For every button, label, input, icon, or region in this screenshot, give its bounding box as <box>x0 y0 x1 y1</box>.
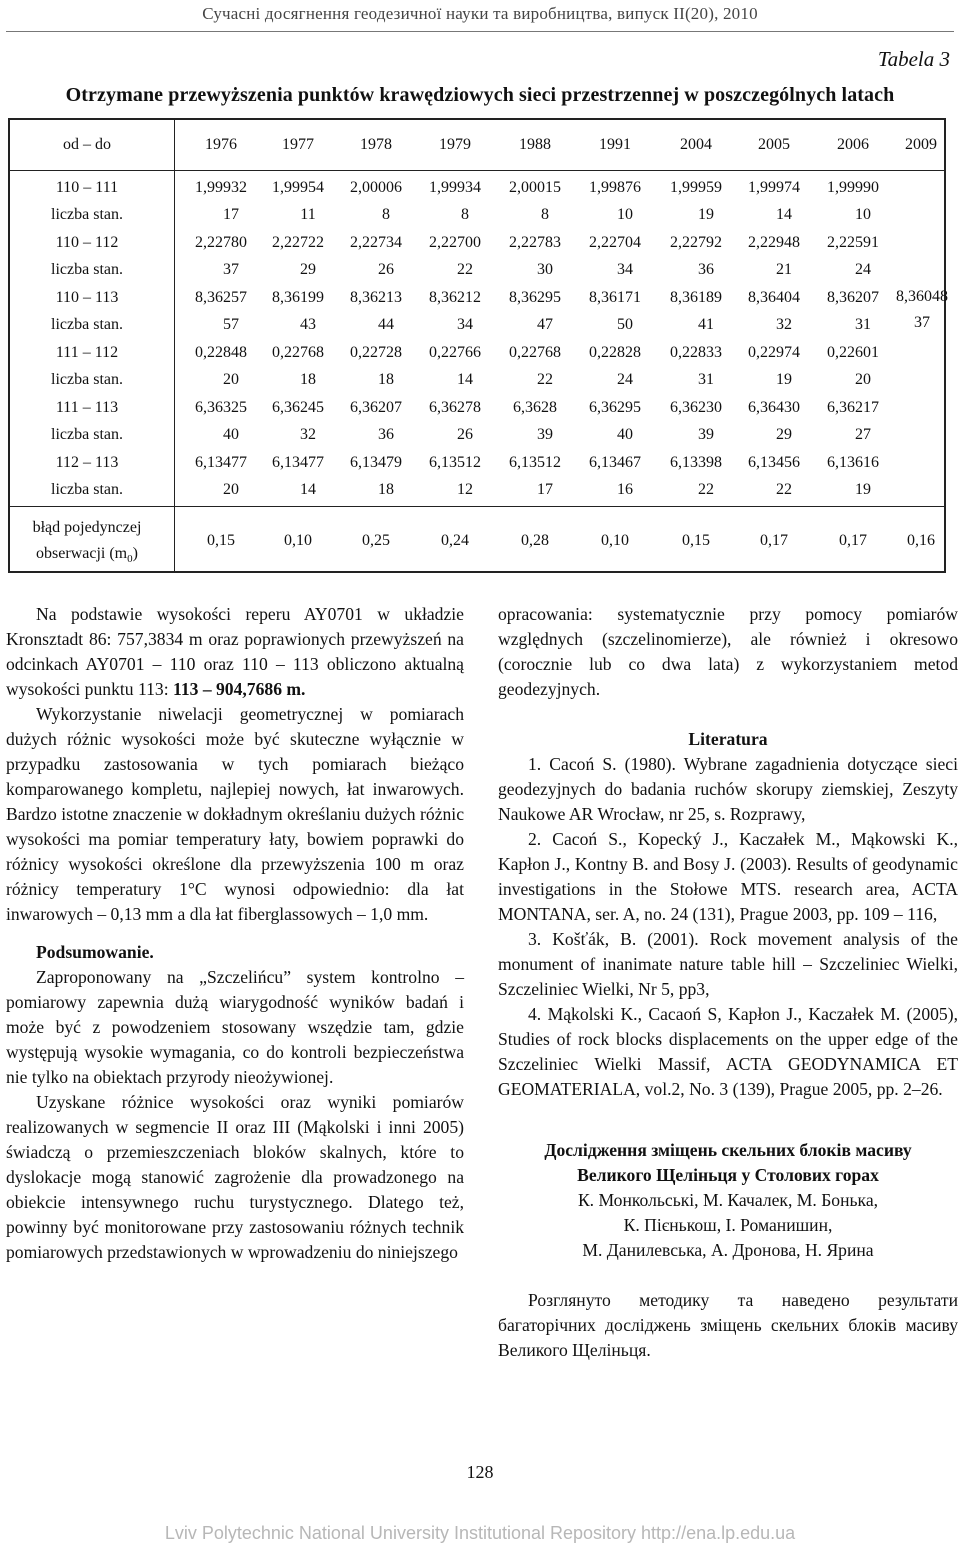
station-count-value: 20 <box>855 371 871 388</box>
year-header: 1979 <box>439 136 471 153</box>
count-label: liczba stan. <box>51 206 123 223</box>
height-difference-value: 6,13398 <box>670 454 722 471</box>
year-header: 2006 <box>837 136 869 153</box>
height-difference-value: 1,99932 <box>195 179 247 196</box>
header-rule <box>6 31 954 32</box>
ua-title-line-1: Дослідження зміщень скельних блоків масиву <box>544 1140 912 1160</box>
height-difference-value: 6,13616 <box>827 454 879 471</box>
station-count-value: 43 <box>300 316 316 333</box>
error-label-line-1: błąd pojedynczej <box>32 519 142 536</box>
height-difference-value: 6,13456 <box>748 454 800 471</box>
station-count-value: 14 <box>457 371 473 388</box>
station-count-value: 8 <box>461 206 469 223</box>
height-difference-value: 8,36171 <box>589 289 641 306</box>
station-count-value: 22 <box>457 261 473 278</box>
height-difference-value: 0,22766 <box>429 344 481 361</box>
height-difference-value: 2,22591 <box>827 234 879 251</box>
height-difference-value: 1,99959 <box>670 179 722 196</box>
station-count-value: 17 <box>537 481 553 498</box>
year-header: 1976 <box>205 136 237 153</box>
count-label: liczba stan. <box>51 426 123 443</box>
station-count-value: 22 <box>776 481 792 498</box>
station-count-value: 18 <box>300 371 316 388</box>
segment-label: 110 – 111 <box>55 179 119 196</box>
reference-1: 1. Cacoń S. (1980). Wybrane zagadnienia dotyczące sieci geodezyjnych do badania ruchów skorupy ziemskiej, Zeszyty Naukowe AR Wrocław, nr 25, s. Rozprawy, <box>498 754 958 824</box>
paragraph-system: Zaproponowany na „Szczelińcu” system kontrolno – pomiarowy zapewnia dużą wiarygodność wyników badań i może być z powodzeniem stosowany wszędzie tam, gdzie występują wysokie wymagania, co do kontroli bezpieczeństwa nie tylko na obiektach przyrody nieożywionej. <box>6 967 464 1087</box>
data-table <box>8 118 958 578</box>
paragraph-text: Na podstawie wysokości reperu AY0701 w układzie Kronsztadt 86: 757,3834 m oraz poprawionych przewyższeń na odcinkach AY0701 – 110 oraz 110 – 113 obliczono aktualną wysokości punktu 113: <box>6 604 464 699</box>
height-difference-value: 2,22700 <box>429 234 481 251</box>
height-difference-value: 6,36217 <box>827 399 879 416</box>
height-difference-value: 6,36295 <box>589 399 641 416</box>
height-difference-value: 8,36257 <box>195 289 247 306</box>
height-difference-value: 8,36404 <box>748 289 800 306</box>
table-label-col-rule <box>174 118 175 573</box>
station-count-value: 32 <box>776 316 792 333</box>
page-number: 128 <box>466 1462 494 1482</box>
error-value: 0,10 <box>284 532 312 549</box>
height-difference-value: 2,22704 <box>589 234 641 251</box>
station-count-value: 29 <box>776 426 792 443</box>
station-count-value: 14 <box>300 481 316 498</box>
reference-3: 3. Košťák, B. (2001). Rock movement analysis of the monument of inanimate nature table hill – Szczeliniec Wielki, Szczeliniec Wielki, Nr 5, pp3, <box>498 929 958 999</box>
error-value: 0,15 <box>207 532 235 549</box>
table-header-rule <box>8 170 946 171</box>
height-result: 113 – 904,7686 m. <box>173 679 306 699</box>
count-label: liczba stan. <box>51 316 123 333</box>
literature-heading: Literatura <box>688 729 768 749</box>
station-count-value: 57 <box>223 316 239 333</box>
station-count-value: 11 <box>300 206 316 223</box>
station-count-value: 19 <box>698 206 714 223</box>
station-count-value: 12 <box>457 481 473 498</box>
error-value: 0,15 <box>682 532 710 549</box>
station-count-value: 27 <box>855 426 871 443</box>
segment-label: 111 – 112 <box>55 344 119 361</box>
height-difference-value: 6,13477 <box>272 454 324 471</box>
count-label: liczba stan. <box>51 371 123 388</box>
height-difference-value: 6,36430 <box>748 399 800 416</box>
station-count-value: 40 <box>223 426 239 443</box>
station-count-value: 41 <box>698 316 714 333</box>
height-difference-value: 0,22728 <box>350 344 402 361</box>
station-count-value: 18 <box>378 371 394 388</box>
height-difference-value: 2,22948 <box>748 234 800 251</box>
height-difference-value: 2,22780 <box>195 234 247 251</box>
year-header: 1988 <box>519 136 551 153</box>
height-difference-value: 6,13467 <box>589 454 641 471</box>
error-value: 0,10 <box>601 532 629 549</box>
station-count-value: 44 <box>378 316 394 333</box>
station-count-value: 24 <box>855 261 871 278</box>
error-label-text: obserwacji (m <box>36 545 128 562</box>
height-difference-value: 6,13477 <box>195 454 247 471</box>
station-count-value: 26 <box>457 426 473 443</box>
year-header: 1991 <box>599 136 631 153</box>
left-column <box>6 602 464 1265</box>
segment-label: 112 – 113 <box>55 454 119 471</box>
station-count-value: 31 <box>855 316 871 333</box>
year-header: 2005 <box>758 136 790 153</box>
ua-title-line-2: Великого Щеліньця у Столових горах <box>577 1165 879 1185</box>
height-difference-value: 1,99990 <box>827 179 879 196</box>
height-difference-value: 2,22734 <box>350 234 402 251</box>
height-difference-value: 0,22768 <box>272 344 324 361</box>
height-difference-value: 8,36212 <box>429 289 481 306</box>
height-difference-value: 8,36213 <box>350 289 402 306</box>
segment-label: 110 – 113 <box>55 289 119 306</box>
station-count-value: 26 <box>378 261 394 278</box>
station-count-value: 37 <box>223 261 239 278</box>
height-difference-value: 0,22768 <box>509 344 561 361</box>
height-difference-value: 8,36199 <box>272 289 324 306</box>
station-count-value: 17 <box>223 206 239 223</box>
height-difference-value: 2,22783 <box>509 234 561 251</box>
error-label-close: ) <box>132 545 138 562</box>
height-difference-value: 6,36325 <box>195 399 247 416</box>
error-value: 0,28 <box>521 532 549 549</box>
height-difference-value: 1,99934 <box>429 179 481 196</box>
height-difference-value: 6,36230 <box>670 399 722 416</box>
height-difference-value: 2,22792 <box>670 234 722 251</box>
year-header: 2004 <box>680 136 712 153</box>
height-difference-value: 0,22974 <box>748 344 800 361</box>
height-difference-value: 8,36189 <box>670 289 722 306</box>
paragraph-leveling: Wykorzystanie niwelacji geometrycznej w pomiarach dużych różnic wysokości może być skuteczne wyłącznie w przypadku zastosowania w tych pomiarach bieżąco komparowanego kompletu, najlepiej nowych, łat inwarowych. Bardzo istotne znaczenie w dokładnym określaniu dużych różnic wysokości ma pomiar temperatury łaty, bowiem poprawki do różnicy wysokości określone dla przewyższenia 100 m oraz różnicy temperatury 1°C wynosi odpowiednio: dla łat inwarowych – 0,13 mm a dla łat fiberglassowych – 1,0 mm. <box>6 704 464 924</box>
station-count-value: 10 <box>855 206 871 223</box>
height-difference-value: 0,22833 <box>670 344 722 361</box>
station-count-value: 34 <box>617 261 633 278</box>
height-difference-value: 0,22828 <box>589 344 641 361</box>
station-count-value: 18 <box>378 481 394 498</box>
height-difference-value: 6,36278 <box>429 399 481 416</box>
station-count-value: 22 <box>537 371 553 388</box>
station-count-value: 14 <box>776 206 792 223</box>
station-count-value: 16 <box>617 481 633 498</box>
height-difference-value: 2,00015 <box>509 179 561 196</box>
height-difference-value: 1,99876 <box>589 179 641 196</box>
reference-4: 4. Mąkolski K., Cacaoń S, Kapłon J., Kaczałek M. (2005), Studies of rock blocks displacements on the upper edge of the Szczeliniec Wielki Massif, ACTA GEODYNAMICA ET GEOMATERIALA, vol.2, No. 3 (139), Prague 2005, pp. 2–26. <box>498 1004 958 1099</box>
station-count-value: 30 <box>537 261 553 278</box>
station-count-value: 19 <box>855 481 871 498</box>
paragraph-results: Uzyskane różnice wysokości oraz wyniki pomiarów realizowanych w segmencie II oraz III (Mąkolski i inni 2005) świadczą o przemieszczeniach bloków skalnych, które to dyslokacje mogą stanowić zagrożenie dla prowadzonego na obiekcie intensywnego ruchu turystycznego. Dlatego też, powinny być monitorowane przy zastosowaniu różnych technik pomiarowych przedstawionych w wprowadzeniu do niniejszego <box>6 1092 464 1262</box>
count-label: liczba stan. <box>51 261 123 278</box>
height-difference-value: 6,13512 <box>429 454 481 471</box>
ua-authors-line-3: М. Данилевська, А. Дронова, Н. Ярина <box>582 1240 874 1260</box>
height-difference-value: 6,36207 <box>350 399 402 416</box>
station-count-value: 20 <box>223 371 239 388</box>
error-value: 0,16 <box>907 532 935 549</box>
height-difference-value: 6,36245 <box>272 399 324 416</box>
station-count-value: 36 <box>698 261 714 278</box>
station-count-value: 39 <box>698 426 714 443</box>
station-count-value: 24 <box>617 371 633 388</box>
height-difference-value: 8,36295 <box>509 289 561 306</box>
station-count-value: 32 <box>300 426 316 443</box>
station-count-value: 8 <box>541 206 549 223</box>
error-label-subscript: 0 <box>127 553 133 566</box>
error-value: 0,17 <box>760 532 788 549</box>
repository-footer: Lviv Polytechnic National University Institutional Repository http://ena.lp.edu.ua <box>164 1523 796 1543</box>
station-count-value: 40 <box>617 426 633 443</box>
height-difference-value: 6,13512 <box>509 454 561 471</box>
reference-2: 2. Cacoń S., Kopecký J., Kaczałek M., Mąkowski K., Kapłon J., Kontny B. and Bosy J. (2003). Results of geodynamic investigations in the Stołowe MTS. research area, ACTA MONTANA, ser. A, no. 24 (131), Prague 2003, pp. 109 – 116, <box>498 829 958 924</box>
year-header: 1978 <box>360 136 392 153</box>
height-difference-value: 6,3628 <box>513 399 557 416</box>
extra-2009-count: 37 <box>914 314 930 331</box>
height-difference-value: 1,99954 <box>272 179 324 196</box>
segment-label: 110 – 112 <box>55 234 119 251</box>
extra-2009-value: 8,36048 <box>896 288 948 305</box>
table-header-label: od – do <box>63 136 111 153</box>
summary-heading: Podsumowanie. <box>36 942 154 962</box>
station-count-value: 31 <box>698 371 714 388</box>
table-error-rule <box>8 506 946 507</box>
segment-label: 111 – 113 <box>55 399 119 416</box>
paragraph-continuation: opracowania: systematycznie przy pomocy pomiarów względnych (szczelinomierze), ale również i okresowo (corocznie lub co dwa lata) z wykorzystaniem metod geodezyjnych. <box>498 604 958 699</box>
error-value: 0,25 <box>362 532 390 549</box>
station-count-value: 10 <box>617 206 633 223</box>
station-count-value: 19 <box>776 371 792 388</box>
station-count-value: 50 <box>617 316 633 333</box>
height-difference-value: 6,13479 <box>350 454 402 471</box>
height-difference-value: 0,22601 <box>827 344 879 361</box>
running-head: Сучасні досягнення геодезичної науки та виробництва, випуск II(20), 2010 <box>202 4 758 23</box>
paragraph-height-result <box>6 602 464 702</box>
station-count-value: 47 <box>537 316 553 333</box>
height-difference-value: 0,22848 <box>195 344 247 361</box>
height-difference-value: 8,36207 <box>827 289 879 306</box>
height-difference-value: 2,00006 <box>350 179 402 196</box>
year-header: 2009 <box>905 136 937 153</box>
station-count-value: 20 <box>223 481 239 498</box>
ua-authors-line-2: К. Пієнькош, І. Романишин, <box>623 1215 833 1235</box>
right-column <box>498 602 958 1363</box>
station-count-value: 29 <box>300 261 316 278</box>
station-count-value: 36 <box>378 426 394 443</box>
year-header: 1977 <box>282 136 314 153</box>
station-count-value: 21 <box>776 261 792 278</box>
ua-abstract: Розглянуто методику та наведено результати багаторічних досліджень зміщень скельних блоків масиву Великого Щеліньця. <box>498 1290 958 1360</box>
table-label: Tabela 3 <box>877 47 950 71</box>
error-value: 0,17 <box>839 532 867 549</box>
height-difference-value: 2,22722 <box>272 234 324 251</box>
station-count-value: 39 <box>537 426 553 443</box>
error-value: 0,24 <box>441 532 469 549</box>
height-difference-value: 1,99974 <box>748 179 800 196</box>
station-count-value: 34 <box>457 316 473 333</box>
ua-authors-line-1: К. Монкольські, М. Качалек, М. Бонька, <box>577 1190 879 1210</box>
station-count-value: 8 <box>382 206 390 223</box>
error-label-line-2 <box>9 544 165 569</box>
station-count-value: 22 <box>698 481 714 498</box>
table-title: Otrzymane przewyższenia punktów krawędziowych sieci przestrzennej w poszczególnych latach <box>65 84 895 106</box>
count-label: liczba stan. <box>51 481 123 498</box>
